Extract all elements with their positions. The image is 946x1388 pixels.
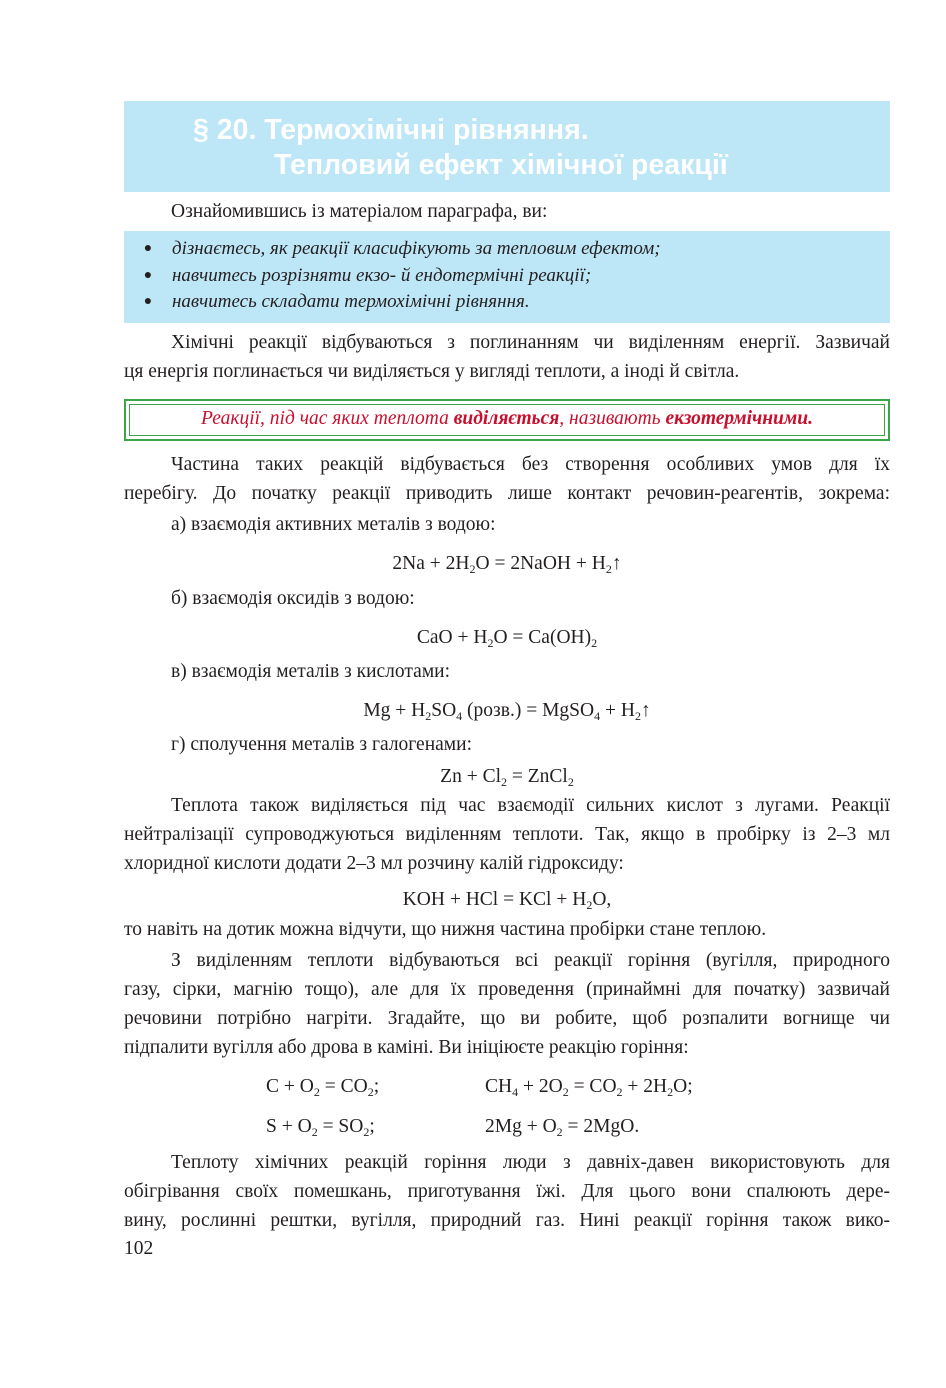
equation-part: + 2O [518,1076,563,1097]
equation-part: = 2MgO. [562,1116,640,1137]
list-item-b: б) взаємодія оксидів з водою: [171,588,415,609]
subscript: 2 [501,775,507,789]
page-number: 102 [124,1238,154,1259]
learning-goals-box [124,231,890,323]
text-line: підпалити вугілля або дрова в каміні. Ви ініціюєте реакцію горіння: [124,1037,689,1058]
subscript: 2 [363,1125,370,1139]
subscript: 2 [487,636,494,650]
text-line: Теплоту хімічних реакцій горіння люди з давніх-давен використовують для [171,1152,890,1173]
equation-part: 2Mg + O [485,1116,557,1137]
subscript: 4 [456,709,463,723]
equation-part: O = Ca(OH) [493,627,592,648]
equation-part: Zn + Cl [440,766,501,787]
subscript: 4 [512,1085,519,1099]
equation-part: KOH + HCl = KCl + H [402,889,587,910]
text-line: Хімічні реакції відбуваються з поглинанням чи виділенням енергії. Зазвичай [171,332,890,353]
equation-part: + 2H [622,1076,668,1097]
subscript: 2 [591,636,598,650]
intro-text: Ознайомившись із матеріалом параграфа, ви: [171,201,548,222]
text-line: вину, рослинні рештки, вугілля, природний газ. Нині реакції горіння також вико- [124,1210,890,1231]
equation-d [124,762,890,791]
definition-term: екзотермічними. [665,408,813,429]
subscript: 2 [634,709,641,723]
definition-box [124,399,890,441]
equation-part: ↑ [611,553,622,574]
subscript: 2 [567,775,574,789]
definition-part: Реакції, під час яких теплота [201,408,454,429]
equation-part: C + O [266,1076,314,1097]
equation-part: Mg + H [363,700,426,721]
definition-text [126,406,888,432]
equation-part: SO [431,700,457,721]
equation-part: = CO [319,1076,368,1097]
paragraph-line: то навіть на дотик можна відчути, що нижня частина пробірки стане теплою. [124,919,767,940]
definition-emphasis: виділяється [453,408,560,429]
subscript: 2 [605,562,612,576]
equation-a [124,549,890,578]
definition-part: , називають [559,408,666,429]
equation-part: ; [373,1076,380,1097]
equation-part: O = 2NaOH + H [475,553,606,574]
bullet-icon: ● [143,294,153,309]
subscript: 4 [594,709,601,723]
text-line: речовини потрібно нагріти. Згадайте, що ви робите, щоб розпалити вогнище чи [124,1008,890,1029]
equation-part: CaO + H [416,627,488,648]
goal-text: навчитесь розрізняти екзо- й ендотермічні реакції; [172,265,592,286]
subscript: 2 [311,1125,318,1139]
list-item-a: а) взаємодія активних металів з водою: [171,514,496,535]
paragraph [124,328,890,386]
subscript: 2 [616,1085,623,1099]
text-line: нейтралізації супроводжуються виділенням теплоти. Так, якщо в пробірку із 2–3 мл [124,824,890,845]
subscript: 2 [469,562,476,576]
paragraph [124,791,890,878]
bullet-icon: ● [143,241,153,256]
goal-text: дізнаєтесь, як реакції класифікують за тепловим ефектом; [172,238,661,259]
text-line: Теплота також виділяється під час взаємодії сильних кислот з лугами. Реакції [171,795,890,816]
goal-item [143,236,661,262]
list-item-d: г) сполучення металів з галогенами: [171,734,472,755]
paragraph [124,946,890,1062]
equation-part: ; [369,1116,375,1137]
text-line: перебігу. До початку реакції приводить лише контакт речовин-реагентів, зокрема: [124,483,890,504]
equation-part: 2Na + 2H [392,553,470,574]
section-title-line2: Тепловий ефект хімічної реакції [274,149,728,181]
paragraph [124,1148,890,1235]
text-line: хлоридної кислоти додати 2–3 мл розчину калій гідроксиду: [124,853,624,874]
equation-part: (розв.) = MgSO [462,700,595,721]
section-title-line1: § 20. Термохімічні рівняння. [193,114,589,146]
goal-item [143,263,592,289]
equation-c [124,696,890,725]
equation-part: ↑ [640,700,651,721]
list-item-c: в) взаємодія металів з кислотами: [171,661,451,682]
combustion-equation [266,1112,375,1141]
combustion-equation [485,1112,639,1141]
equation-part: S + O [266,1116,312,1137]
subscript: 2 [586,898,593,912]
equation-part: = CO [568,1076,617,1097]
subscript: 2 [313,1085,320,1099]
equation-part: O; [673,1076,693,1097]
subscript: 2 [367,1085,374,1099]
subscript: 2 [562,1085,569,1099]
subscript: 2 [556,1125,563,1139]
text-line: газу, сірки, магнію тощо), але для їх проведення (принаймні для початку) зазвичай [124,979,890,1000]
bullet-icon: ● [143,268,153,283]
paragraph [124,450,890,508]
section-header [124,101,890,192]
combustion-equation [485,1072,693,1101]
equation-part: + H [600,700,635,721]
combustion-equation [266,1072,379,1101]
equation-b [124,623,890,652]
subscript: 2 [425,709,432,723]
subscript: 2 [667,1085,674,1099]
text-line: З виділенням теплоти відбуваються всі реакції горіння (вугілля, природного [171,950,890,971]
equation-part: = SO [317,1116,364,1137]
equation-part: CH [485,1076,513,1097]
text-line: обігрівання своїх помешкань, приготування їжі. Для цього вони спалюють дере- [124,1181,890,1202]
goal-text: навчитесь складати термохімічні рівняння. [172,291,530,312]
equation-e [124,885,890,914]
goal-item [143,289,530,315]
equation-part: O, [592,889,612,910]
equation-part: = ZnCl [507,766,568,787]
text-line: ця енергія поглинається чи виділяється у вигляді теплоти, а іноді й світла. [124,361,740,382]
text-line: Частина таких реакцій відбувається без створення особливих умов для їх [171,454,890,475]
